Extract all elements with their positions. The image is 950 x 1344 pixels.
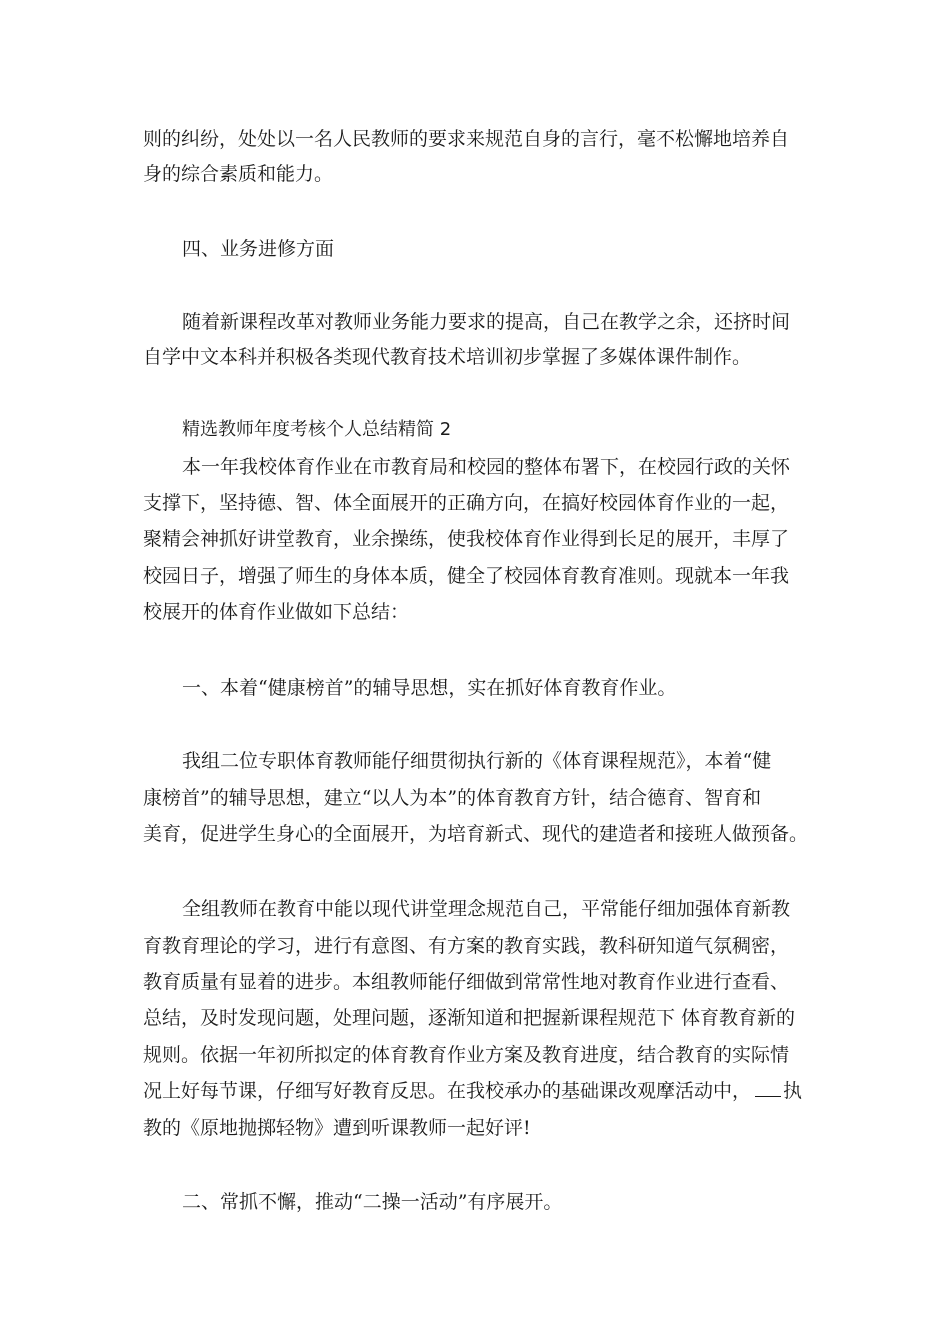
paragraph-line <box>143 1079 802 1103</box>
paragraph-line: 支撑下，坚持德、智、体全面展开的正确方向，在搞好校园体育作业的一起， <box>143 492 790 514</box>
paragraph-line: 美育，促进学生身心的全面展开，为培育新式、现代的建造者和接班人做预备。 <box>143 823 809 845</box>
section-heading: 一、本着“健康榜首”的辅导思想，实在抓好体育教育作业。 <box>182 677 677 699</box>
section-heading: 二、常抓不懈，推动“二操一活动”有序展开。 <box>182 1191 563 1213</box>
paragraph-line: 总结，及时发现问题，处理问题，逐渐知道和把握新课程规范下 体育教育新的 <box>143 1007 796 1029</box>
paragraph-line: 教的《原地抛掷轻物》遭到听课教师一起好评! <box>143 1117 531 1139</box>
paragraph-line: 本一年我校体育作业在市教育局和校园的整体布署下，在校园行政的关怀 <box>182 456 791 478</box>
paragraph-line: 随着新课程改革对教师业务能力要求的提高，自己在教学之余，还挤时间 <box>182 311 791 333</box>
section-title: 精选教师年度考核个人总结精简 2 <box>182 419 452 440</box>
paragraph-line: 康榜首”的辅导思想，建立“以人为本”的体育教育方针，结合德育、智育和 <box>143 787 762 809</box>
paragraph-line: 规则。依据一年初所拟定的体育教育作业方案及教育进度，结合教育的实际情 <box>143 1044 790 1066</box>
paragraph-line: 自学中文本科并积极各类现代教育技术培训初步掌握了多媒体课件制作。 <box>143 346 752 368</box>
paragraph-line: 校园日子，增强了师生的身体本质，健全了校园体育教育准则。现就本一年我 <box>143 565 790 587</box>
fill-in-blank <box>755 1082 781 1097</box>
paragraph-line: 身的综合素质和能力。 <box>143 163 334 185</box>
paragraph-line: 聚精会神抓好讲堂教育，业余操练，使我校体育作业得到长足的展开，丰厚了 <box>143 528 790 550</box>
paragraph-line: 全组教师在教育中能以现代讲堂理念规范自己，平常能仔细加强体育新教 <box>182 898 791 920</box>
paragraph-line: 教育质量有显着的进步。本组教师能仔细做到常常性地对教育作业进行查看、 <box>143 971 790 993</box>
paragraph-line: 则的纠纷，处处以一名人民教师的要求来规范自身的言行，毫不松懈地培养自 <box>143 128 790 150</box>
section-heading: 四、业务进修方面 <box>182 238 335 260</box>
paragraph-text: 况上好每节课，仔细写好教育反思。在我校承办的基础课改观摩活动中， <box>143 1080 752 1102</box>
paragraph-text: 执 <box>783 1080 803 1102</box>
paragraph-line: 我组二位专职体育教师能仔细贯彻执行新的《体育课程规范》，本着“健 <box>182 750 772 772</box>
paragraph-line: 育教育理论的学习，进行有意图、有方案的教育实践，教科研知道气氛稠密， <box>143 935 790 957</box>
paragraph-line: 校展开的体育作业做如下总结： <box>143 601 410 623</box>
